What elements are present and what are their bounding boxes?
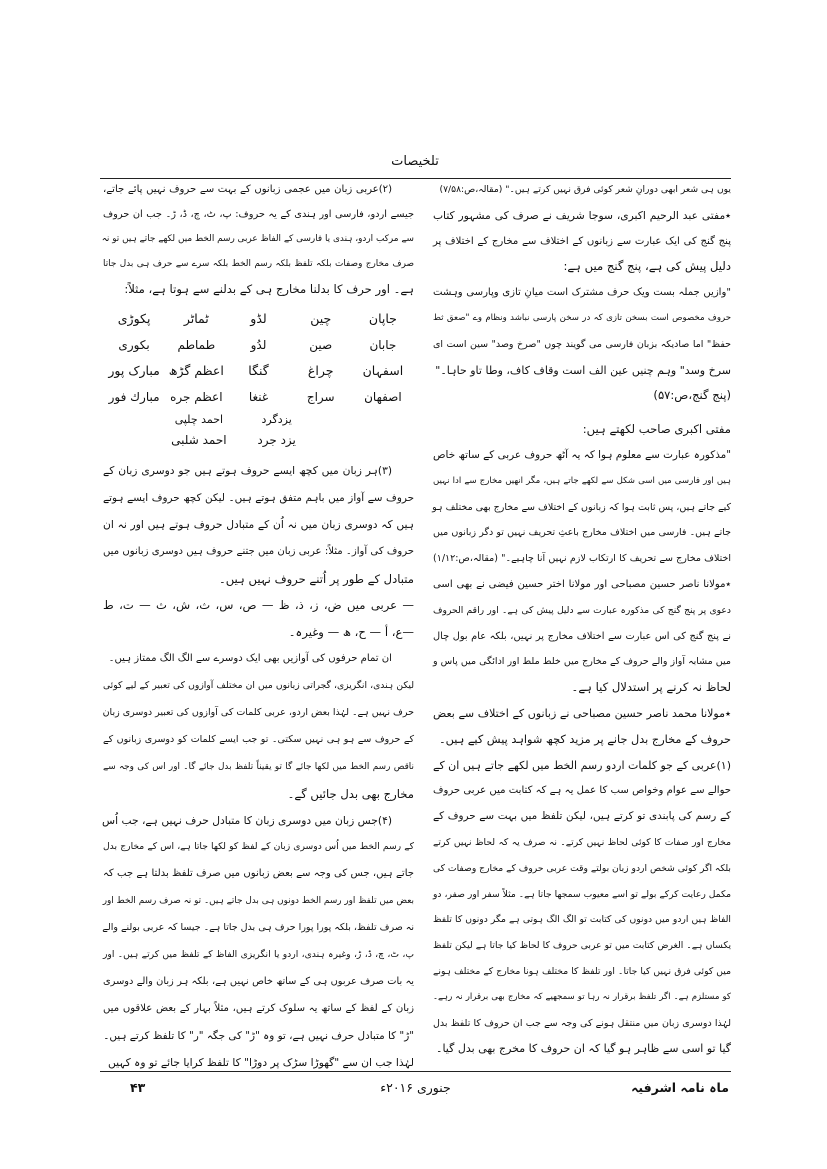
example-row [103, 306, 414, 332]
running-header: تلخیصات [391, 154, 439, 169]
example-word: بکوری [118, 338, 150, 352]
text-line: اختلاف مخارج سے تحریف کا ارتکاب لازم نہیں آنا چاہیے۔" (مقالہ،ص:۱/۱۲) [433, 553, 731, 565]
text-line: متبادل کے طور پر اُتنے حروف نہیں ہیں۔ [218, 571, 414, 586]
text-line: لہٰذا دوسری زبان میں منتقل ہونے کی وجہ سے جب ان حروف کا تلفظ بدل [433, 1017, 731, 1029]
example-word: احمد شلبی [171, 433, 227, 447]
text-line: مخارج اور صفات کا کوئی لحاظ نہیں کرتے۔ نہ صرف یہ کہ لحاظ نہیں کرتے [433, 836, 731, 848]
example-word: لدُو [250, 338, 267, 352]
text-line: پنج گنج کی ایک عبارت سے زبانوں کے اختلاف سے مخارج کے اختلاف پر [433, 235, 731, 247]
example-word [362, 430, 414, 450]
text-line: (۲)عربی زبان میں عجمی زبانوں کے بہت سے حروف نہیں پائے جاتے، [103, 184, 392, 195]
text-line: گیا تو اسی سے ظاہر ہو گیا کہ ان حروف کا مخرج بھی بدل گیا۔ [436, 1042, 731, 1056]
example-word [103, 410, 155, 430]
paragraph [433, 280, 731, 383]
text-line: ٭مولانا محمد ناصر حسین مصباحی نے زبانوں کے اختلاف سے بعض [433, 706, 731, 720]
text-line: نے پنج گنج کی اس عبارت سے اختلاف مخارج پر نہیں، بلکہ عام بول چال [433, 630, 731, 642]
paragraph [103, 646, 414, 673]
text-line: "ڑ" کا متبادل حرف نہیں ہے، تو وہ "ڑ" کی جگہ "ر" کا تلفظ کرتے ہیں۔ [103, 1029, 414, 1042]
magazine-name: ماہ نامہ اشرفیہ [631, 1080, 729, 1095]
text-line: حروف کے مخارج بدل جانے پر مزید کچھ شواہد پیش کیے ہیں۔ [438, 732, 731, 746]
text-line: میں کوئی فرق نہیں کیا جاتا۔ اور تلفظ کا مختلف ہونا مخارج کے مختلف ہونے [433, 965, 731, 977]
text-line: حوالے سے عوام وخواص سب کا عمل یہ ہے کہ کتابت میں عربی حروف [433, 785, 731, 797]
footer-rule [100, 1071, 731, 1072]
text-line: یوں ہی شعر ابھی دورانِ شعر کوئی فرق نہیں کرتے ہیں۔" (مقالہ،ص:۷/۵۸) [439, 184, 731, 195]
example-row [103, 410, 414, 430]
paragraph [433, 383, 731, 409]
text-line: (پنج گنج،ص:۵۷) [653, 388, 731, 403]
paragraph [103, 177, 414, 302]
example-word [310, 410, 362, 430]
text-line: "وازیں جملہ بست ویک حرف مشترک است میانِ تازی وپارسی وہشت [433, 287, 731, 299]
example-word: یزدگرد [261, 413, 292, 426]
text-line: ناقص رسم الخط میں لکھا جائے گا تو یقیناً تلفظ بدل جائے گا۔ اور اس کی وجہ سے [103, 761, 414, 772]
page-footer [100, 1080, 731, 1102]
example-word: طماطم [177, 338, 216, 352]
text-line: ہے۔ اور حرف کا بدلنا مخارج ہی کے بدلنے سے ہوتا ہے، مثلاً: [124, 282, 414, 296]
example-word: لڈو [250, 311, 267, 326]
text-line: حفظ" اما صادیکہ بزبان فارسی می گویند چوں "صرخ وصد" سین است ای [433, 338, 731, 350]
text-line: دعوی پر پنج گنج کی مذکورہ عبارت سے دلیل پیش کی ہے۔ اور راقم الحروف [433, 604, 731, 616]
example-word: جاپان [368, 311, 397, 326]
text-line: مکمل رعایت کرکے بولے تو اسے معیوب سمجھا جاتا ہے۔ مثلاً سفر اور صفر، دو [433, 888, 731, 900]
left-body [103, 458, 414, 1076]
paragraph [103, 673, 414, 807]
text-line: بلکہ اگر کوئی شخص اردو زبان بولتے وقت عربی حروف کے مخارج وصفات کی [432, 862, 731, 874]
text-line: میں مشابہ آواز والے حروف کے مخارج میں خلط ملط اور ادائگی میں پاس و [433, 656, 731, 668]
example-word: احمد چلپی [174, 413, 224, 426]
text-line: الفاظ ہیں اردو میں دونوں کی کتابت تو الگ الگ ہوتی ہے مگر دونوں کا تلفظ [433, 914, 731, 926]
text-line: حروف کی آواز۔ مثلاً: عربی زبان میں جتنے حروف ہیں دوسری زبانوں میں [103, 545, 414, 557]
text-line: پ، ٹ، چ، ڈ، ڑ، وغیرہ ہندی، اردو یا انگریزی الفاظ کے تلفظ میں کرتے ہیں۔ اور [103, 949, 414, 961]
text-line: "مذکورہ عبارت سے معلوم ہوا کہ یہ آٹھ حروف عربی کے ساتھ خاص [433, 448, 731, 461]
text-line: کے رسم کی پابندی تو کرتے ہیں، لیکن تلفظ میں بہت سے حروف کے [433, 810, 731, 823]
text-line: ہیں کہ دوسری زبان میں نہ اُن کے متبادل حروف ہوتے ہیں اور نہ ان [103, 517, 414, 531]
example-word [310, 430, 362, 450]
text-line: مخارج بھی بدل جائیں گے۔ [287, 786, 414, 801]
example-row [103, 384, 414, 410]
text-line: جیسے اردو، فارسی اور ہندی کے یہ حروف: پ، ٹ، چ، ڈ، ڑ۔ جب ان حروف [103, 209, 414, 220]
example-word [103, 430, 155, 450]
paragraph [433, 701, 731, 753]
text-line: حرف نہیں ہے۔ لہٰذا بعض اردو، عربی کلمات کی آوازوں کی تعبیر دوسری زبان [102, 707, 414, 719]
example-word: یزد جرد [257, 433, 296, 447]
text-line: لحاظ نہ کرنے پر استدلال کیا ہے۔ [571, 680, 731, 695]
text-line: بعض میں تلفظ اور رسم الخط دونوں ہی بدل جاتے ہیں۔ تو نہ صرف رسم الخط اور [102, 896, 414, 907]
paragraph [433, 753, 731, 1063]
text-line: نہ صرف تلفظ، بلکہ پورا پورا حرف ہی بدل جاتا ہے۔ جیسا کہ عربی بولنے والے [102, 922, 414, 934]
example-word: غنغا [248, 390, 269, 404]
example-word [362, 410, 414, 430]
example-word: مبارك فور [108, 390, 160, 404]
text-line: جاتے ہیں، جس کی وجہ سے بعض زبانوں میں صرف تلفظ بدلتا ہے جب کہ [103, 868, 414, 880]
text-line: مفتی اکبری صاحب لکھتے ہیں: [582, 422, 731, 437]
example-word: گنگا [248, 363, 269, 378]
text-line: زبان کے لفظ کے ساتھ یہ سلوک کرتے ہیں، مثلاً بہار کے بعض علاقوں میں [103, 1002, 414, 1014]
paragraph [433, 443, 731, 572]
example-word: چراغ [307, 363, 334, 378]
paragraph [103, 808, 414, 1050]
example-row [103, 358, 414, 384]
text-line: حروف مخصوص است بسخن تازی کہ در سخن پارسی نباشد ونظام وے "صعق ثط [433, 312, 731, 323]
text-line: کیے جاتے ہیں، پس ثابت ہوا کہ زبانوں کے اختلاف سے مخارج بھی مختلف ہو [432, 501, 731, 513]
example-row [103, 332, 414, 358]
example-word: اسفہان [362, 363, 404, 378]
text-line: سرخ وسد" وہم چنیں عین الف است وقاف کاف، وطا تاو حاہا۔" [435, 363, 731, 377]
paragraph [433, 203, 731, 280]
paragraph [433, 417, 731, 443]
paragraph [103, 458, 414, 592]
text-line: کے حروف سے ہو ہی نہیں سکتی۔ تو جب ایسے کلمات کو دوسری زبانوں کے [103, 733, 414, 745]
text-line: لہٰذا جب ان سے "گھوڑا سڑک پر دوڑا" کا تلفظ کرایا جائے تو وہ کہیں [108, 1055, 414, 1069]
text-line: لیکن ہندی، انگریزی، گجراتی زبانوں میں ان مختلف آوازوں کی تعبیر کے لیے کوئی [103, 680, 414, 692]
text-line: دلیل پیش کی ہے، پنج گنج میں ہے: [563, 259, 731, 274]
text-line: (۱)عربی کے جو کلمات اردو رسم الخط میں لکھے جاتے ہیں ان کے [433, 758, 731, 772]
left-column [103, 177, 414, 1076]
example-word: چین [310, 311, 332, 326]
text-line: ہیں اور فارسی میں اسی شکل سے لکھے جاتے ہیں، مگر انھیں مخارج سے ادا نہیں [433, 475, 731, 486]
text-line: جاتے ہیں۔ فارسی میں اختلاف مخارج باعثِ تحریف نہیں تو دگر زبانوں میں [433, 527, 731, 539]
example-words-table [103, 306, 414, 450]
paragraph [433, 572, 731, 701]
example-word: اصفهان [364, 390, 402, 404]
text-line: (۴)جس زبان میں دوسری زبان کا متبادل حرف نہیں ہے، جب اُس [102, 813, 392, 827]
text-line: ٭مفتی عبد الرحیم اکبری، سوجا شریف نے صرف کی مشہور کتاب [433, 208, 731, 222]
paragraph [103, 1050, 414, 1077]
example-word: اعظم جره [170, 390, 223, 404]
example-word: مبارک پور [108, 363, 160, 378]
left-intro [103, 177, 414, 302]
example-word: جابان [369, 338, 397, 352]
text-line: (۳)ہر زبان میں کچھ ایسے حروف ہوتے ہیں جو دوسری زبان کے [103, 464, 392, 477]
text-line: ان تمام حرفوں کی آوازیں بھی ایک دوسرے سے الگ الگ ممتاز ہیں۔ [108, 653, 392, 665]
issue-date: جنوری ۲۰۱۶ء [380, 1080, 451, 1095]
text-line: یکساں ہے۔ الغرض کتابت میں تو عربی حروف کا لحاظ کیا جاتا ہے لیکن تلفظ [433, 940, 731, 952]
right-column [433, 177, 731, 1062]
text-line: — عربی میں ض، ز، ذ، ظ — ص، س، ث، ش، ث — ت، ط [103, 598, 414, 613]
text-line: —ع، أ — ح، ھ — وغیرہ۔ [288, 625, 414, 640]
text-line: کے رسم الخط میں اُس دوسری زبان کے لفظ کو لکھا جاتا ہے، اس کے مخارج بدل [103, 841, 414, 853]
paragraph [433, 177, 731, 203]
text-line: حروف سے آواز میں باہم متفق ہوتے ہیں۔ لیکن کچھ حروف ایسے ہوتے [103, 491, 414, 504]
example-row [103, 430, 414, 450]
text-line: یہ بات صرف عربوں ہی کے ساتھ خاص نہیں ہے، بلکہ ہر زبان والے دوسری [103, 975, 414, 987]
text-line: صرف مخارج وصفات بلکہ تلفظ بلکہ رسم الخط بلکہ سرے سے حرف ہی بدل جاتا [103, 259, 414, 269]
text-line: سے مرکب اردو، ہندی یا فارسی کے الفاظ عربی رسم الخط میں لکھے جاتے ہیں تو نہ [101, 234, 414, 244]
example-word: اعظم گڑھ [168, 363, 224, 378]
page-number: ۴۳ [130, 1080, 146, 1095]
example-word: سراج [306, 390, 335, 404]
text-line: ٭مولانا ناصر حسین مصباحی اور مولانا اختر حسین فیضی نے بھی اسی [433, 578, 731, 590]
paragraph [103, 592, 414, 646]
example-word: پکوڑی [117, 311, 151, 326]
example-word: ٹماٹر [183, 311, 209, 326]
example-word: صین [309, 338, 333, 352]
text-line: کو مستلزم ہے۔ اگر تلفظ برقرار نہ رہا تو سمجھیے کہ مخارج بھی برقرار نہ رہے۔ [433, 991, 731, 1002]
